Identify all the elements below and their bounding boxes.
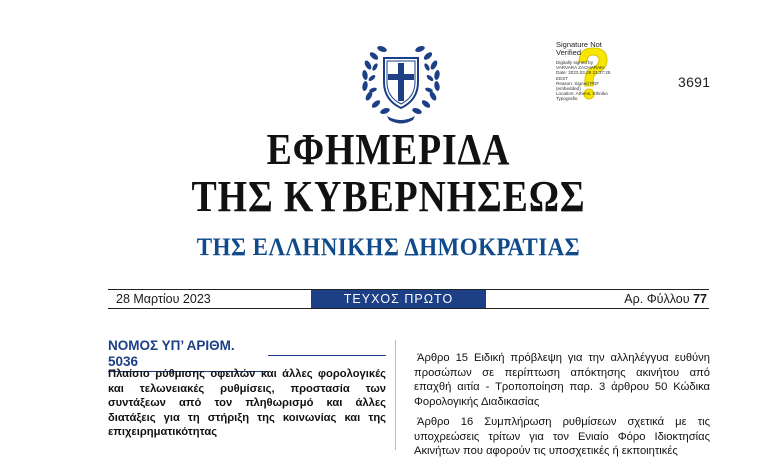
column-divider bbox=[395, 340, 396, 450]
article-entry: Άρθρο 15 Ειδική πρόβλεψη για την αλληλέγγυα ευθύνη προσώπων σε περίπτωση απόκτησης ακινήτου από επαχθή αιτία - Τροποποίηση παρ. 3 άρθρου 50 Κώδικα Φορολογικής Διαδικασίας bbox=[414, 352, 710, 408]
signature-details: Digitally signed by VARVARA ZACHARAKI Date: 2023.03.28 21:37:25 EEST Reason: Signed PDF (embedded) Location: Athens, Ethniko Typografio bbox=[556, 60, 611, 102]
sheet-label: Αρ. Φύλλου bbox=[624, 292, 690, 306]
signature-status: Signature Not Verified bbox=[556, 40, 602, 57]
issue-series-badge: ΤΕΥΧΟΣ ΠΡΩΤΟ bbox=[311, 290, 486, 308]
law-heading-rule bbox=[268, 355, 386, 356]
contents-column bbox=[414, 351, 710, 465]
sheet-number: 77 bbox=[693, 292, 707, 306]
issue-sheet-number bbox=[624, 291, 707, 307]
law-title: Πλαίσιο ρύθμισης οφειλών και άλλες φορολογικές και τελωνειακές ρυθμίσεις, προστασία των συντάξεων από τον πληθωρισμό και άλλες διατάξεις για τη στήριξη της κοινωνίας και της επιχειρηματικότητας bbox=[108, 368, 386, 439]
hellenic-republic-emblem-icon bbox=[357, 38, 445, 124]
page-number: 3691 bbox=[678, 74, 711, 90]
masthead-title-line-1: ΕΦΗΜΕΡΙΔΑ bbox=[266, 125, 511, 174]
masthead-title-line-2: ΤΗΣ ΚΥΒΕΡΝΗΣΕΩΣ bbox=[191, 172, 586, 221]
masthead-subtitle: ΤΗΣ ΕΛΛΗΝΙΚΗΣ ΔΗΜΟΚΡΑΤΙΑΣ bbox=[196, 234, 581, 261]
digital-signature-block bbox=[556, 41, 676, 102]
issue-bar bbox=[108, 289, 709, 309]
law-heading: ΝΟΜΟΣ ΥΠ’ ΑΡΙΘΜ. 5036 bbox=[108, 338, 268, 372]
article-entry: Άρθρο 16 Συμπλήρωση ρυθμίσεων σχετικά με τις υποχρεώσεις τρίτων για τον Ενιαίο Φόρο Ιδιοκτησίας Ακινήτων που αφορούν τις υποσχετικές ή εκποιητικές bbox=[414, 416, 710, 457]
issue-date: 28 Μαρτίου 2023 bbox=[116, 292, 211, 306]
